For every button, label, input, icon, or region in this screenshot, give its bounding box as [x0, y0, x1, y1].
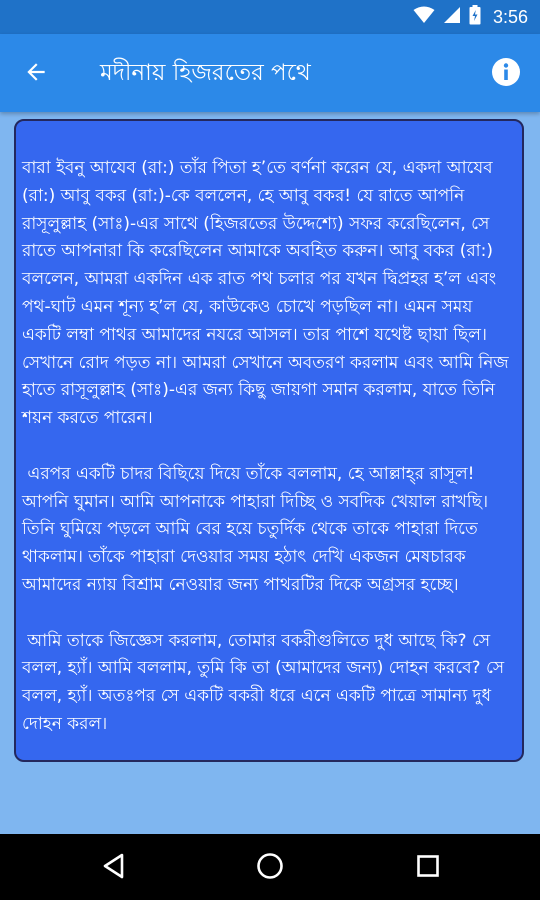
nav-recents-icon	[416, 854, 440, 882]
wifi-icon	[413, 6, 435, 28]
nav-back-button[interactable]	[96, 850, 132, 886]
article-text: বারা ইবনু আযেব (রা:) তাঁর পিতা হ’তে বর্ণনা করেন যে, একদা আযেব (রা:) আবু বকর (রা:)-কে বললেন, হে আবু বকর! যে রাতে আপনি রাসূলুল্লাহ (সাঃ)-এর সাথে (হিজরতের উদ্দেশ্যে) সফর করেছিলেন, সে রাতে আপনারা কি করেছিলেন আমাকে অবহিত করুন। আবু বকর (রা:) বললেন, আমরা একদিন এক রাত পথ চলার পর যখন দ্বিপ্রহর হ’ল এবং পথ-ঘাট এমন শূন্য হ’ল যে, কাউকেও চোখে পড়ছিল না। এমন সময় একটি লম্বা পাথর আমাদের নযরে আসল। তার পাশে যথেষ্ট ছায়া ছিল। সেখানে রোদ পড়ত না। আমরা সেখানে অবতরণ করলাম এবং আমি নিজ হাতে রাসূলুল্লাহ (সাঃ)-এর জন্য কিছু জায়গা সমান করলাম, যাতে তিনি শয়ন করতে পারেন। এরপর একটি চাদর বিছিয়ে দিয়ে তাঁকে বললাম, হে আল্লাহ্‌র রাসূল! আপনি ঘুমান। আমি আপনাকে পাহারা দিচ্ছি ও সবদিক খেয়াল রাখছি। তিনি ঘুমিয়ে পড়লে আমি বের হয়ে চতুর্দিক থেকে তাকে পাহারা দিতে থাকলাম। তাঁকে পাহারা দেওয়ার সময় হঠাৎ দেখি একজন মেষচারক আমাদের ন্যায় বিশ্রাম নেওয়ার জন্য পাথরটির দিকে অগ্রসর হচ্ছে। আমি তাকে জিজ্ঞেস করলাম, তোমার বকরীগুলিতে দুধ আছে কি? সে বলল, হ্যাঁ। আমি বললাম, তুমি কি তা (আমাদের জন্য) দোহন করবে? সে বলল, হ্যাঁ। অতঃপর সে একটি বকরী ধরে এনে একটি পাত্রে সামান্য দুধ দোহন করল।	[22, 158, 509, 734]
nav-back-icon	[102, 853, 126, 883]
arrow-back-icon	[23, 59, 49, 89]
nav-home-button[interactable]	[252, 850, 288, 886]
signal-icon	[443, 6, 461, 28]
content-card[interactable]	[14, 119, 524, 762]
app-bar	[0, 34, 540, 112]
status-icons	[413, 0, 528, 34]
status-bar	[0, 0, 540, 34]
back-button[interactable]	[18, 56, 54, 92]
page-title: মদীনায় হিজরতের পথে	[100, 60, 311, 86]
status-time: 3:56	[492, 6, 528, 27]
nav-recents-button[interactable]	[410, 850, 446, 886]
navigation-bar	[0, 834, 540, 900]
info-icon	[491, 57, 521, 91]
battery-icon	[469, 5, 481, 29]
info-button[interactable]	[490, 58, 522, 90]
nav-home-icon	[256, 852, 284, 884]
